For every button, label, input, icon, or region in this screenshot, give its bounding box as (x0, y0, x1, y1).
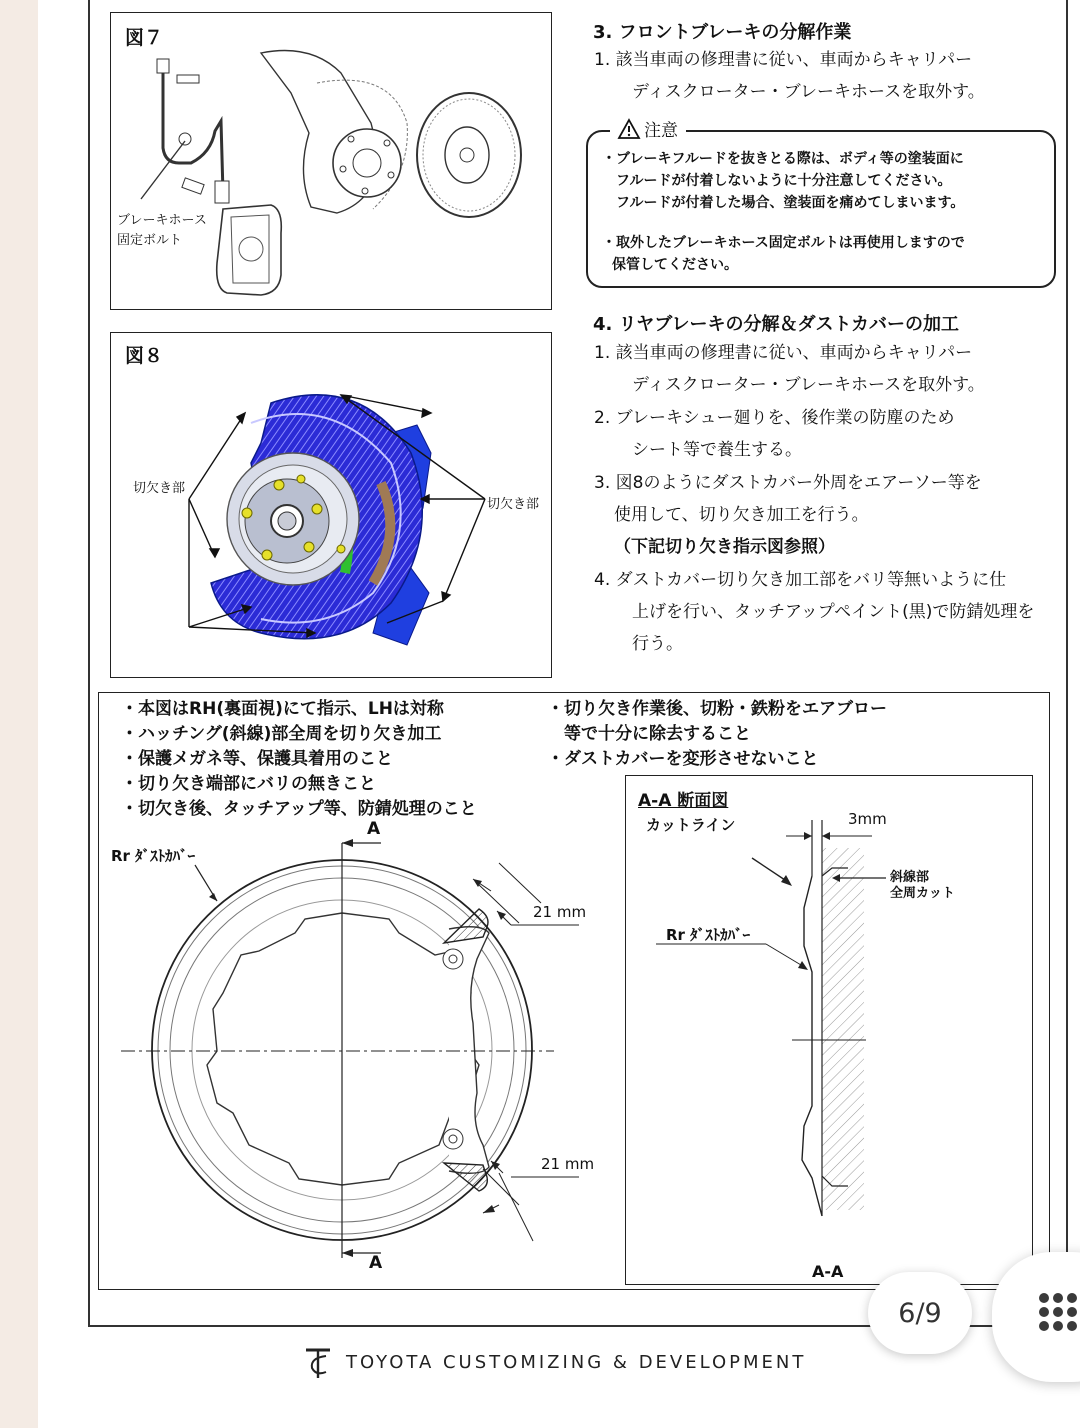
warning-triangle-icon (618, 119, 640, 139)
section-view-drawing (626, 776, 1032, 1284)
figure-7-frame (110, 12, 552, 310)
footer-brand: TOYOTA CUSTOMIZING & DEVELOPMENT (304, 1344, 806, 1380)
caution-item-1-line2: フルードが付着しないように十分注意してください。 (616, 173, 952, 189)
section-4-step-3: 3. 図8のようにダストカバー外周をエアーソー等を 使用して、切り欠き加工を行う。 （下記切り欠き指示図参照） (594, 473, 982, 557)
section-view-aa (625, 775, 1033, 1285)
section-3-title: 3. フロントブレーキの分解作業 (593, 22, 852, 43)
drawing-note-right-2: 等で十分に除去すること (547, 724, 751, 744)
drawing-note-right-3: ・ダストカバーを変形させないこと (547, 749, 819, 769)
section-4-step-4: 4. ダストカバー切り欠き加工部をバリ等無いように仕 上げを行い、タッチアップペイント(黒)で防錆処理を 行う。 (594, 570, 1035, 654)
hatched-label-line1: 斜線部 (890, 870, 930, 885)
caution-item-2-line1: ・取外したブレーキホース固定ボルトは再使用しますので (602, 235, 965, 251)
dimension-bottom: 21 mm (541, 1155, 595, 1173)
grid-dots-icon (1038, 1292, 1078, 1332)
caution-item-1-line1: ・ブレーキフルードを抜きとる際は、ボディ等の塗装面に (602, 151, 964, 167)
caution-heading: 注意 (610, 116, 686, 141)
page-border-left (88, 0, 90, 1326)
drawing-note-left-2: ・ハッチング(斜線)部全周を切り欠き加工 (121, 724, 442, 744)
section-4-title: 4. リヤブレーキの分解＆ダストカバーの加工 (593, 314, 960, 335)
section-3-step-1: 1. 該当車両の修理書に従い、車両からキャリパー ディスクローター・ブレーキホースを取外す。 (594, 50, 985, 102)
section-view-footer: A-A (812, 1262, 844, 1281)
front-brake-illustration (111, 13, 551, 309)
section-part-label: Rr ﾀﾞｽﾄｶﾊﾞｰ (666, 926, 751, 944)
dust-cover-part-label: Rr ﾀﾞｽﾄｶﾊﾞｰ (111, 847, 196, 865)
drawing-note-left-3: ・保護メガネ等、保護具着用のこと (121, 749, 393, 769)
drawing-note-right-1: ・切り欠き作業後、切粉・鉄粉をエアブロー (547, 699, 887, 719)
page-indicator[interactable]: 6/9 (868, 1272, 972, 1354)
section-view-title: A-A 断面図 (638, 791, 729, 811)
hatched-label-line2: 全周カット (890, 886, 955, 901)
rear-brake-dust-cover-illustration (111, 333, 551, 677)
section-4-step-2: 2. ブレーキシュー廻りを、後作業の防塵のため シート等で養生する。 (594, 408, 955, 460)
drawing-note-left-1: ・本図はRH(裏面視)にて指示、LHは対称 (121, 699, 444, 719)
caution-box (586, 130, 1056, 288)
drawing-note-left-5: ・切欠き後、タッチアップ等、防錆処理のこと (121, 799, 477, 819)
figure-7-title: 図７ (125, 27, 164, 49)
section-mark-top: A (367, 819, 381, 839)
hose-bolt-label-line2: 固定ボルト (117, 233, 183, 248)
cut-line-label: カットライン (646, 816, 736, 834)
drawing-note-left-4: ・切り欠き端部にバリの無きこと (121, 774, 376, 794)
caution-item-1-line3: フルードが付着した場合、塗装面を痛めてしまいます。 (616, 195, 965, 211)
section-dimension-3mm: 3mm (848, 810, 887, 828)
tcd-logo-icon (304, 1344, 332, 1380)
notch-label-right: 切欠き部 (487, 497, 540, 512)
page-border-right (1066, 0, 1068, 1300)
caution-item-2-line2: 保管してください。 (612, 257, 738, 273)
notch-label-left: 切欠き部 (133, 481, 186, 496)
section-4-step-1: 1. 該当車両の修理書に従い、車両からキャリパー ディスクローター・ブレーキホースを取外す。 (594, 343, 985, 395)
section-mark-bottom: A (369, 1253, 383, 1273)
figure-8-frame (110, 332, 552, 678)
dimension-top: 21 mm (533, 903, 587, 921)
hose-bolt-label-line1: ブレーキホース (117, 213, 207, 228)
figure-8-title: 図８ (125, 345, 164, 367)
document-page (38, 0, 1080, 1428)
cut-instruction-drawing (98, 692, 1050, 1290)
